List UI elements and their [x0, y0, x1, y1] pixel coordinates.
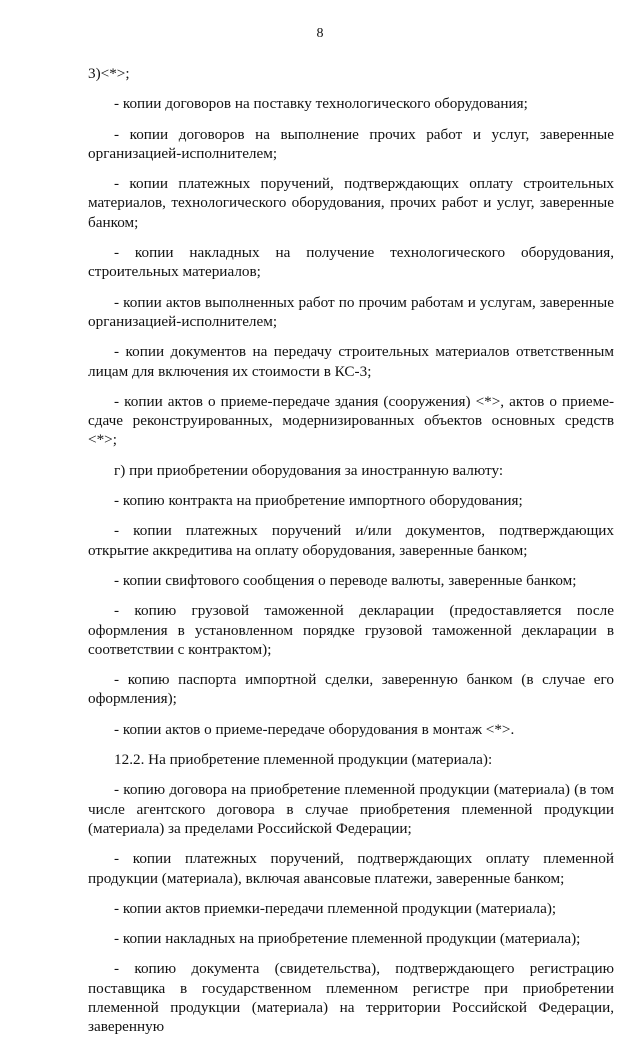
paragraph-section-12-2-heading: 12.2. На приобретение племенной продукции (материала):	[114, 751, 493, 769]
paragraph-breeding-contract: - копию договора на приобретение племенной продукции (материала) (в том числе агентского договора в случае приобретения племенной продукции (материала) за пределами Российской Федерации;	[88, 781, 614, 837]
paragraph-breeding-invoices: - копии накладных на приобретение племенной продукции (материала);	[114, 930, 581, 948]
paragraph-item-3: 3)<*>;	[88, 65, 130, 82]
paragraph-foreign-currency-heading: г) при приобретении оборудования за иностранную валюту:	[114, 461, 504, 479]
paragraph-letter-of-credit: - копии платежных поручений и/или документов, подтверждающих открытие аккредитива на оплату оборудования, заверенные банком;	[88, 522, 614, 559]
paragraph-customs-declaration: - копию грузовой таможенной декларации (предоставляется после оформления в установленном порядке грузовой таможенной декларации в соответствии с контрактом);	[88, 602, 614, 658]
paragraph-swift-message: - копии свифтового сообщения о переводе валюты, заверенные банком;	[114, 571, 577, 589]
paragraph-breeding-payment-orders: - копии платежных поручений, подтверждающих оплату племенной продукции (материала), включая авансовые платежи, заверенные банком;	[88, 850, 614, 887]
paragraph-completed-work-acts: - копии актов выполненных работ по прочим работам и услугам, заверенные организацией-исполнителем;	[88, 293, 614, 330]
paragraph-import-contract: - копию контракта на приобретение импортного оборудования;	[114, 492, 523, 510]
paragraph-building-acceptance-acts: - копии актов о приеме-передаче здания (сооружения) <*>, актов о приеме-сдаче реконструированных, модернизированных объектов основных средств <*>;	[88, 392, 614, 449]
paragraph-breeding-acceptance-acts: - копии актов приемки-передачи племенной продукции (материала);	[114, 899, 557, 917]
paragraph-payment-orders: - копии платежных поручений, подтверждающих оплату строительных материалов, технологического оборудования, прочих работ и услуг, заверенные банком;	[88, 175, 614, 231]
paragraph-installation-transfer-acts: - копии актов о приеме-передаче оборудования в монтаж <*>.	[114, 720, 515, 738]
page-number: 8	[316, 26, 324, 41]
paragraph-invoices: - копии накладных на получение технологического оборудования, строительных материалов;	[88, 244, 614, 281]
paragraph-equipment-contracts: - копии договоров на поставку технологического оборудования;	[114, 95, 528, 113]
paragraph-supplier-registration-certificate: - копию документа (свидетельства), подтверждающего регистрацию поставщика в государственном племенном регистре при приобретении племенной продукции (материала) на территории Российской Федерации, заверенную	[88, 960, 614, 1036]
paragraph-material-transfer-docs: - копии документов на передачу строительных материалов ответственным лицам для включения их стоимости в КС-3;	[88, 343, 614, 380]
paragraph-import-deal-passport: - копию паспорта импортной сделки, заверенную банком (в случае его оформления);	[88, 671, 614, 708]
paragraph-other-works-contracts: - копии договоров на выполнение прочих работ и услуг, заверенные организацией-исполнителем;	[88, 125, 614, 162]
document-body	[88, 64, 614, 1037]
